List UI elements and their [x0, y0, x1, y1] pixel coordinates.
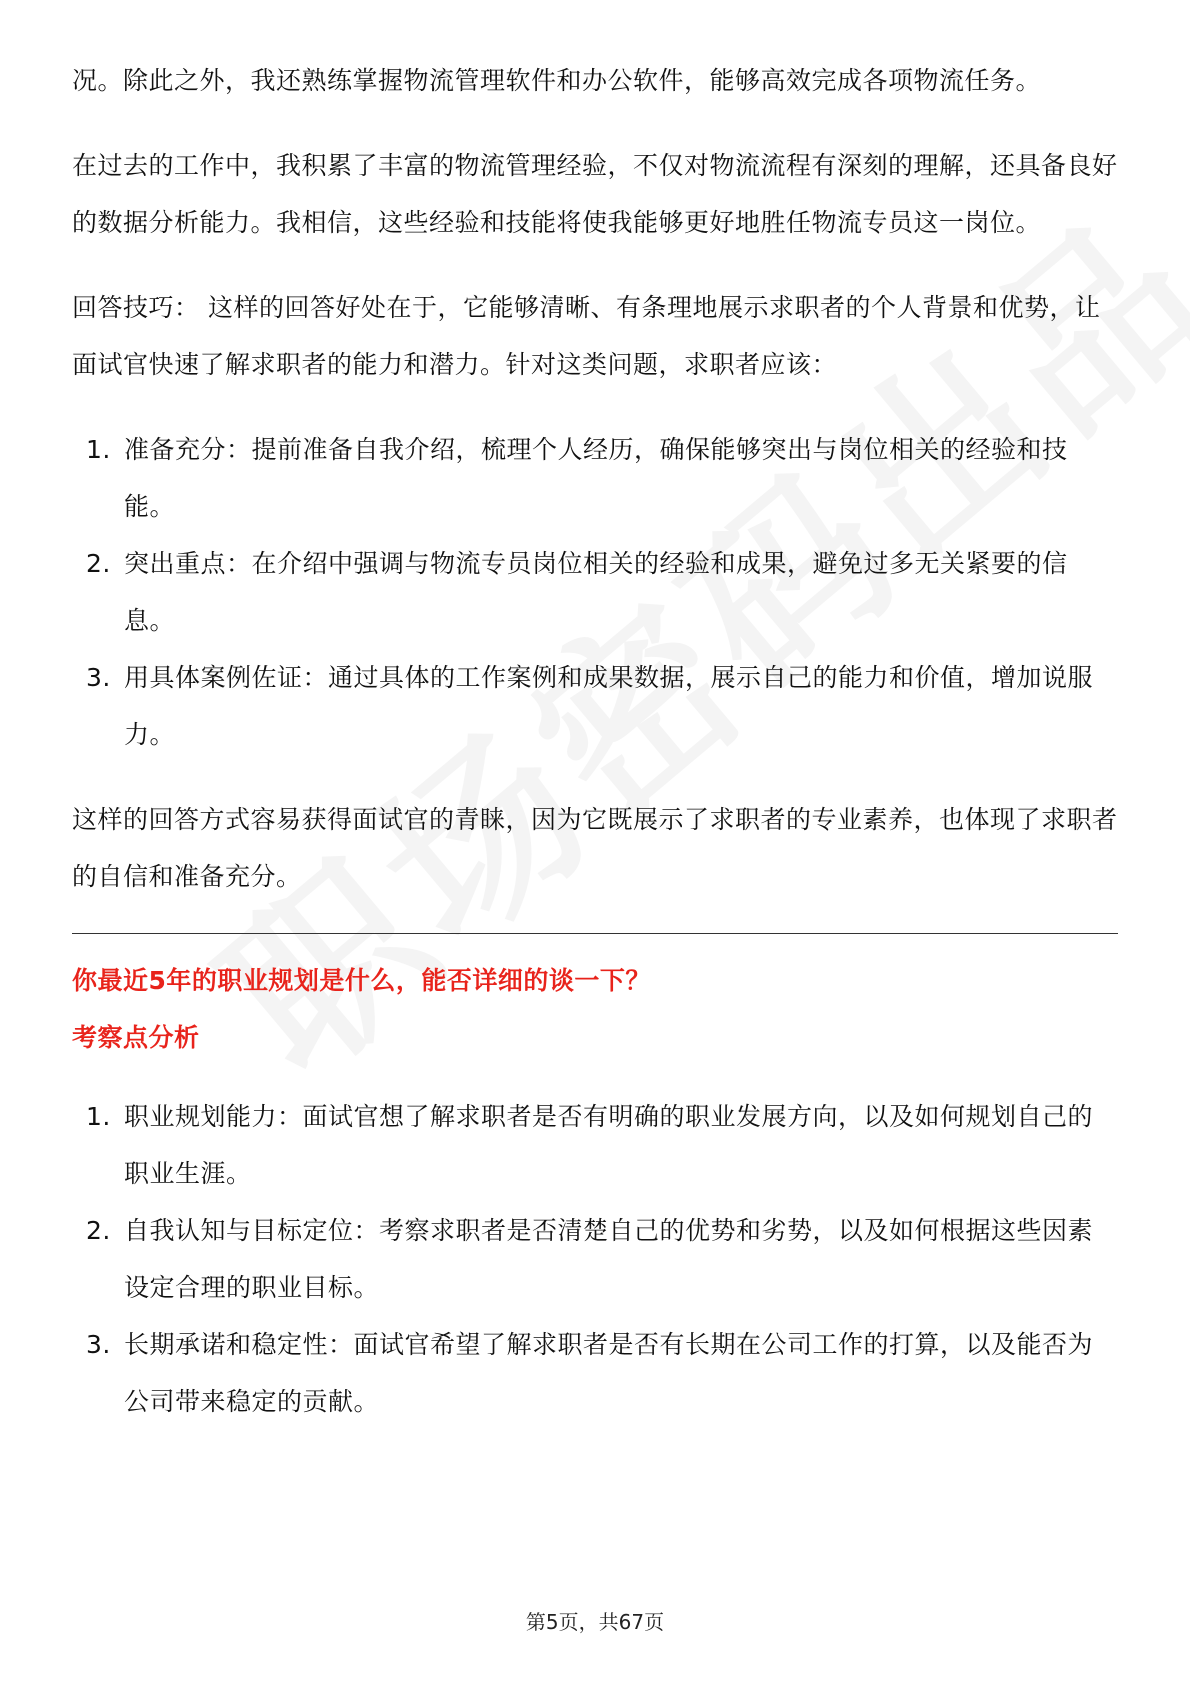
document-body — [72, 52, 1118, 1458]
list-number: 2. — [86, 549, 111, 578]
list-number: 3. — [86, 663, 111, 692]
paragraph: 在过去的工作中，我积累了丰富的物流管理经验，不仅对物流流程有深刻的理解，还具备良好的数据分析能力。我相信，这些经验和技能将使我能够更好地胜任物流专员这一岗位。 — [72, 151, 1118, 237]
list-number: 1. — [86, 435, 111, 464]
list-text: 长期承诺和稳定性：面试官希望了解求职者是否有长期在公司工作的打算，以及能否为公司带来稳定的贡献。 — [124, 1330, 1094, 1416]
list-item — [72, 1088, 1118, 1202]
analysis-heading: 考察点分析 — [72, 1023, 200, 1052]
paragraph: 况。除此之外，我还熟练掌握物流管理软件和办公软件，能够高效完成各项物流任务。 — [72, 66, 1042, 95]
tips-list — [72, 421, 1118, 763]
list-item — [72, 421, 1118, 535]
list-item — [72, 649, 1118, 763]
section-divider — [72, 933, 1118, 934]
question-heading: 你最近5年的职业规划是什么，能否详细的谈一下？ — [72, 966, 651, 995]
list-number: 2. — [86, 1216, 111, 1245]
list-item — [72, 1316, 1118, 1430]
list-text: 职业规划能力：面试官想了解求职者是否有明确的职业发展方向，以及如何规划自己的职业生涯。 — [124, 1102, 1094, 1188]
list-number: 1. — [86, 1102, 111, 1131]
list-text: 准备充分：提前准备自我介绍，梳理个人经历，确保能够突出与岗位相关的经验和技能。 — [124, 435, 1068, 521]
list-item — [72, 1202, 1118, 1316]
list-text: 用具体案例佐证：通过具体的工作案例和成果数据，展示自己的能力和价值，增加说服力。 — [124, 663, 1094, 749]
page-footer: 第5页，共67页 — [525, 1610, 665, 1634]
list-item — [72, 535, 1118, 649]
list-text: 自我认知与目标定位：考察求职者是否清楚自己的优势和劣势，以及如何根据这些因素设定合理的职业目标。 — [124, 1216, 1094, 1302]
answer-tips-intro: 回答技巧： 这样的回答好处在于，它能够清晰、有条理地展示求职者的个人背景和优势，让面试官快速了解求职者的能力和潜力。针对这类问题，求职者应该： — [72, 293, 1101, 379]
list-number: 3. — [86, 1330, 111, 1359]
list-text: 突出重点：在介绍中强调与物流专员岗位相关的经验和成果，避免过多无关紧要的信息。 — [124, 549, 1068, 635]
closing-paragraph: 这样的回答方式容易获得面试官的青睐，因为它既展示了求职者的专业素养，也体现了求职者的自信和准备充分。 — [72, 805, 1118, 891]
analysis-list — [72, 1088, 1118, 1430]
